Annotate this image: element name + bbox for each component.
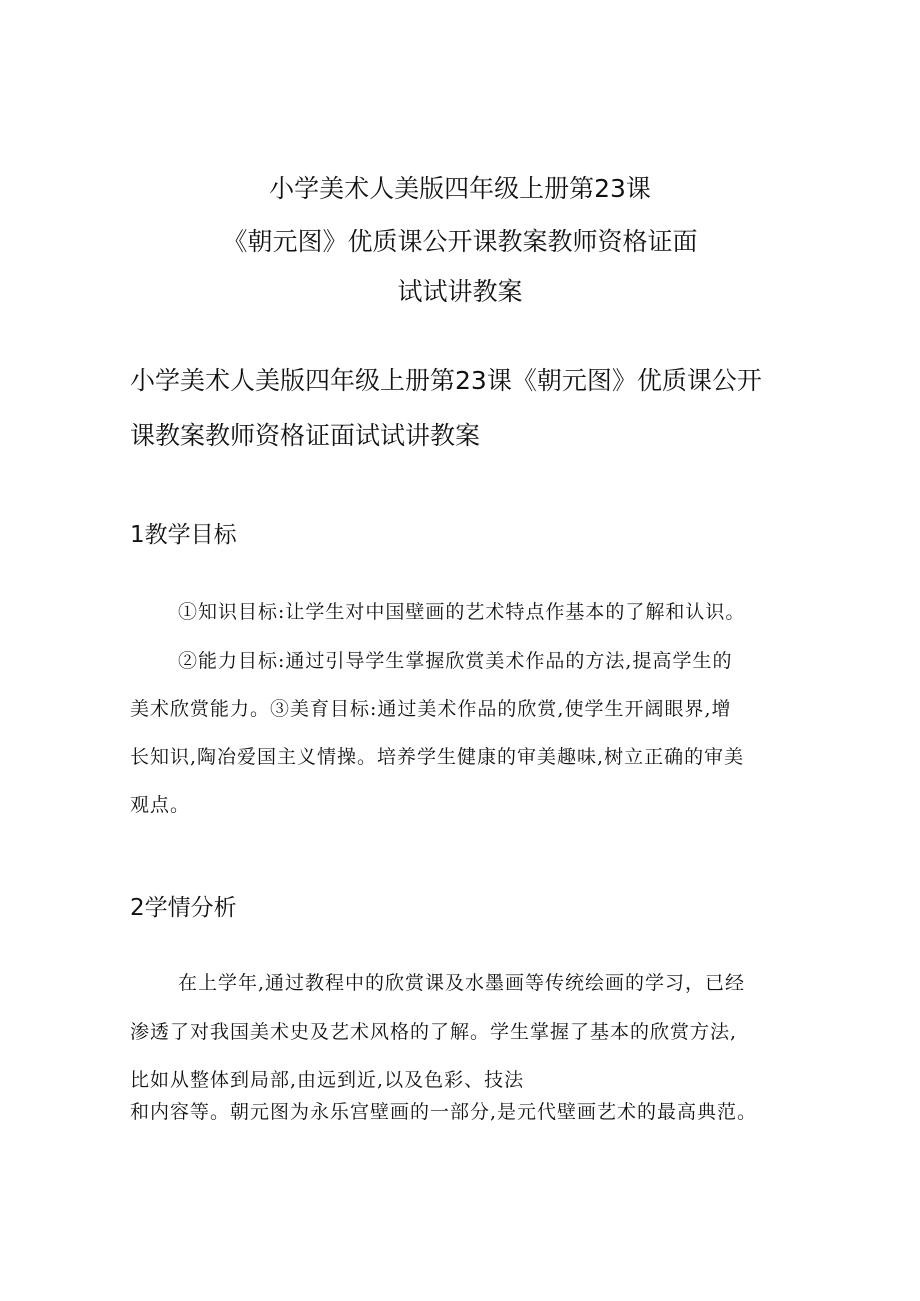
paragraph-line: 比如从整体到局部,由远到近,以及色彩、技法: [130, 1069, 525, 1091]
title-line-1: 小学美术人美版四年级上册第23课: [269, 174, 651, 203]
paragraph-line: ②能力目标:通过引导学生掌握欣赏美术作品的方法,提高学生的: [178, 650, 733, 672]
doc-heading-line-2: 课教案教师资格证面试试讲教案: [130, 421, 481, 450]
section-heading-objectives: 1教学目标: [130, 522, 237, 548]
title-line-2: 《朝元图》优质课公开课教案教师资格证面: [222, 227, 698, 256]
doc-heading-line-1: 小学美术人美版四年级上册第23课《朝元图》优质课公开: [130, 366, 762, 395]
paragraph-line: 美术欣赏能力。③美育目标:通过美术作品的欣赏,使学生开阔眼界,增: [130, 698, 732, 720]
section-heading-analysis: 2学情分析: [130, 895, 237, 921]
paragraph-line: 渗透了对我国美术史及艺术风格的了解。学生掌握了基本的欣赏方法,: [130, 1021, 738, 1043]
paragraph-line: 在上学年,通过教程中的欣赏课及水墨画等传统绘画的学习，已经: [178, 972, 746, 994]
paragraph-line: ①知识目标:让学生对中国壁画的艺术特点作基本的了解和认识。: [178, 601, 746, 623]
title-line-3: 试试讲教案: [397, 277, 523, 306]
paragraph-line: 长知识,陶冶爱国主义情操。培养学生健康的审美趣味,树立正确的审美: [130, 746, 745, 768]
paragraph-line: 观点。: [130, 794, 191, 816]
paragraph-line: 和内容等。朝元图为永乐宫壁画的一部分,是元代壁画艺术的最高典范。: [130, 1101, 758, 1123]
